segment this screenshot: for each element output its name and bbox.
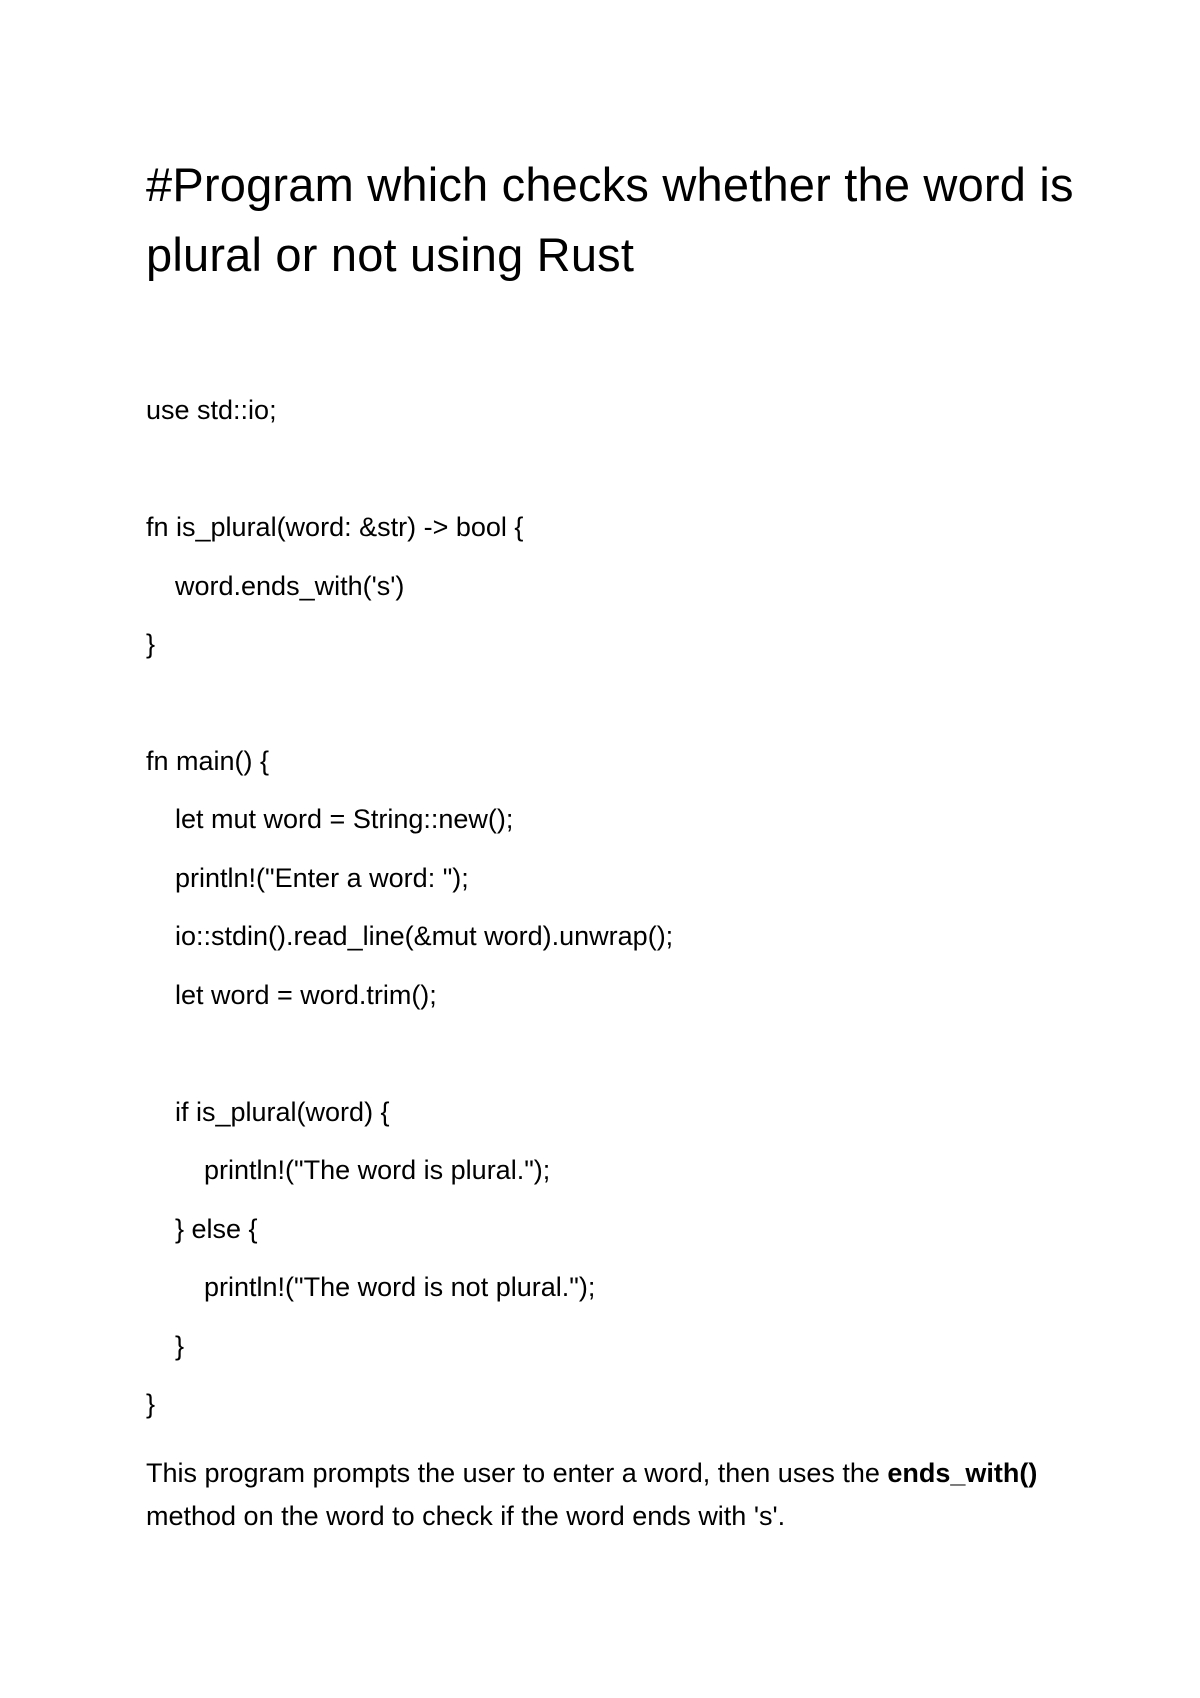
method-name: ends_with() bbox=[887, 1458, 1038, 1488]
description-paragraph bbox=[146, 1452, 1076, 1538]
code-line: word.ends_with('s') bbox=[175, 571, 405, 601]
code-line: println!("The word is plural."); bbox=[204, 1155, 551, 1185]
code-line: let word = word.trim(); bbox=[175, 980, 437, 1010]
code-line: fn is_plural(word: &str) -> bool { bbox=[146, 512, 524, 542]
code-line: } bbox=[175, 1331, 185, 1361]
description-text: method on the word to check if the word ends with 's'. bbox=[146, 1501, 786, 1531]
code-line: } bbox=[146, 1389, 156, 1419]
code-line: } else { bbox=[175, 1214, 258, 1244]
code-line: } bbox=[146, 629, 156, 659]
code-line: println!("The word is not plural."); bbox=[204, 1272, 596, 1302]
code-line: let mut word = String::new(); bbox=[175, 804, 514, 834]
description-text: This program prompts the user to enter a word, then uses the bbox=[146, 1458, 888, 1488]
code-line: if is_plural(word) { bbox=[175, 1097, 390, 1127]
code-line: println!("Enter a word: "); bbox=[175, 863, 469, 893]
code-line: use std::io; bbox=[146, 395, 277, 425]
code-line: fn main() { bbox=[146, 746, 270, 776]
document-title: #Program which checks whether the word is plural or not using Rust bbox=[146, 158, 1074, 281]
code-line: io::stdin().read_line(&mut word).unwrap(); bbox=[175, 921, 674, 951]
